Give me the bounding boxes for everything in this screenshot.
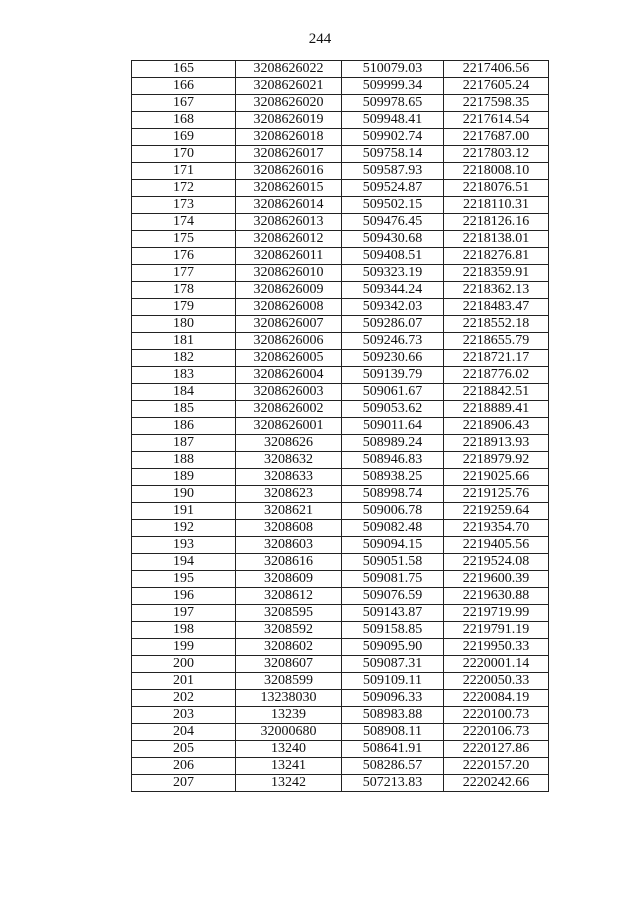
- y-coordinate-cell: 2220050.33: [444, 673, 549, 690]
- x-coordinate-cell: 509323.19: [342, 265, 444, 282]
- x-coordinate-cell: 509246.73: [342, 333, 444, 350]
- table-row: [132, 316, 549, 333]
- table-row: [132, 469, 549, 486]
- table-row: [132, 299, 549, 316]
- row-index-cell: 176: [132, 248, 236, 265]
- x-coordinate-cell: 509051.58: [342, 554, 444, 571]
- point-id-cell: 3208608: [236, 520, 342, 537]
- y-coordinate-cell: 2217605.24: [444, 78, 549, 95]
- row-index-cell: 185: [132, 401, 236, 418]
- x-coordinate-cell: 509094.15: [342, 537, 444, 554]
- row-index-cell: 165: [132, 61, 236, 78]
- point-id-cell: 3208626006: [236, 333, 342, 350]
- table-row: [132, 146, 549, 163]
- y-coordinate-cell: 2219950.33: [444, 639, 549, 656]
- row-index-cell: 195: [132, 571, 236, 588]
- row-index-cell: 168: [132, 112, 236, 129]
- point-id-cell: 3208626: [236, 435, 342, 452]
- y-coordinate-cell: 2218552.18: [444, 316, 549, 333]
- point-id-cell: 3208612: [236, 588, 342, 605]
- point-id-cell: 3208609: [236, 571, 342, 588]
- row-index-cell: 202: [132, 690, 236, 707]
- table-row: [132, 605, 549, 622]
- row-index-cell: 178: [132, 282, 236, 299]
- coordinates-table: [131, 60, 549, 792]
- x-coordinate-cell: 509999.34: [342, 78, 444, 95]
- table-row: [132, 214, 549, 231]
- x-coordinate-cell: 509408.51: [342, 248, 444, 265]
- x-coordinate-cell: 507213.83: [342, 775, 444, 792]
- x-coordinate-cell: 509158.85: [342, 622, 444, 639]
- y-coordinate-cell: 2217803.12: [444, 146, 549, 163]
- table-row: [132, 758, 549, 775]
- row-index-cell: 204: [132, 724, 236, 741]
- x-coordinate-cell: 509902.74: [342, 129, 444, 146]
- row-index-cell: 170: [132, 146, 236, 163]
- row-index-cell: 167: [132, 95, 236, 112]
- point-id-cell: 3208626005: [236, 350, 342, 367]
- x-coordinate-cell: 508286.57: [342, 758, 444, 775]
- x-coordinate-cell: 509758.14: [342, 146, 444, 163]
- table-row: [132, 486, 549, 503]
- x-coordinate-cell: 509109.11: [342, 673, 444, 690]
- point-id-cell: 3208626001: [236, 418, 342, 435]
- row-index-cell: 181: [132, 333, 236, 350]
- row-index-cell: 182: [132, 350, 236, 367]
- x-coordinate-cell: 509476.45: [342, 214, 444, 231]
- point-id-cell: 3208621: [236, 503, 342, 520]
- point-id-cell: 3208626009: [236, 282, 342, 299]
- table-row: [132, 418, 549, 435]
- table-row: [132, 265, 549, 282]
- row-index-cell: 207: [132, 775, 236, 792]
- point-id-cell: 3208592: [236, 622, 342, 639]
- y-coordinate-cell: 2218008.10: [444, 163, 549, 180]
- x-coordinate-cell: 509524.87: [342, 180, 444, 197]
- x-coordinate-cell: 508946.83: [342, 452, 444, 469]
- x-coordinate-cell: 509081.75: [342, 571, 444, 588]
- table-row: [132, 112, 549, 129]
- point-id-cell: 3208599: [236, 673, 342, 690]
- x-coordinate-cell: 509143.87: [342, 605, 444, 622]
- point-id-cell: 3208626002: [236, 401, 342, 418]
- point-id-cell: 3208626010: [236, 265, 342, 282]
- x-coordinate-cell: 509006.78: [342, 503, 444, 520]
- row-index-cell: 184: [132, 384, 236, 401]
- y-coordinate-cell: 2218359.91: [444, 265, 549, 282]
- x-coordinate-cell: 508998.74: [342, 486, 444, 503]
- point-id-cell: 3208602: [236, 639, 342, 656]
- y-coordinate-cell: 2220106.73: [444, 724, 549, 741]
- x-coordinate-cell: 508938.25: [342, 469, 444, 486]
- x-coordinate-cell: 508908.11: [342, 724, 444, 741]
- y-coordinate-cell: 2220242.66: [444, 775, 549, 792]
- table-row: [132, 520, 549, 537]
- table-row: [132, 775, 549, 792]
- y-coordinate-cell: 2218979.92: [444, 452, 549, 469]
- table-row: [132, 95, 549, 112]
- y-coordinate-cell: 2220001.14: [444, 656, 549, 673]
- table-row: [132, 724, 549, 741]
- table-row: [132, 571, 549, 588]
- y-coordinate-cell: 2218906.43: [444, 418, 549, 435]
- table-row: [132, 61, 549, 78]
- row-index-cell: 199: [132, 639, 236, 656]
- y-coordinate-cell: 2218362.13: [444, 282, 549, 299]
- point-id-cell: 3208595: [236, 605, 342, 622]
- x-coordinate-cell: 509076.59: [342, 588, 444, 605]
- point-id-cell: 3208633: [236, 469, 342, 486]
- x-coordinate-cell: 509978.65: [342, 95, 444, 112]
- point-id-cell: 3208626022: [236, 61, 342, 78]
- table-row: [132, 435, 549, 452]
- x-coordinate-cell: 509286.07: [342, 316, 444, 333]
- row-index-cell: 169: [132, 129, 236, 146]
- y-coordinate-cell: 2219405.56: [444, 537, 549, 554]
- x-coordinate-cell: 509139.79: [342, 367, 444, 384]
- row-index-cell: 188: [132, 452, 236, 469]
- row-index-cell: 183: [132, 367, 236, 384]
- table-row: [132, 741, 549, 758]
- point-id-cell: 3208626019: [236, 112, 342, 129]
- row-index-cell: 186: [132, 418, 236, 435]
- row-index-cell: 173: [132, 197, 236, 214]
- row-index-cell: 206: [132, 758, 236, 775]
- x-coordinate-cell: 508983.88: [342, 707, 444, 724]
- y-coordinate-cell: 2218483.47: [444, 299, 549, 316]
- y-coordinate-cell: 2219791.19: [444, 622, 549, 639]
- x-coordinate-cell: 509053.62: [342, 401, 444, 418]
- row-index-cell: 200: [132, 656, 236, 673]
- y-coordinate-cell: 2218889.41: [444, 401, 549, 418]
- row-index-cell: 177: [132, 265, 236, 282]
- point-id-cell: 3208626004: [236, 367, 342, 384]
- row-index-cell: 196: [132, 588, 236, 605]
- point-id-cell: 3208626003: [236, 384, 342, 401]
- y-coordinate-cell: 2219125.76: [444, 486, 549, 503]
- x-coordinate-cell: 509095.90: [342, 639, 444, 656]
- point-id-cell: 13239: [236, 707, 342, 724]
- y-coordinate-cell: 2218276.81: [444, 248, 549, 265]
- table-row: [132, 537, 549, 554]
- table-row: [132, 282, 549, 299]
- row-index-cell: 166: [132, 78, 236, 95]
- table-row: [132, 384, 549, 401]
- x-coordinate-cell: 508641.91: [342, 741, 444, 758]
- row-index-cell: 190: [132, 486, 236, 503]
- point-id-cell: 3208603: [236, 537, 342, 554]
- table-row: [132, 231, 549, 248]
- y-coordinate-cell: 2219719.99: [444, 605, 549, 622]
- x-coordinate-cell: 509344.24: [342, 282, 444, 299]
- x-coordinate-cell: 509342.03: [342, 299, 444, 316]
- row-index-cell: 179: [132, 299, 236, 316]
- y-coordinate-cell: 2220100.73: [444, 707, 549, 724]
- row-index-cell: 205: [132, 741, 236, 758]
- point-id-cell: 3208626014: [236, 197, 342, 214]
- table-row: [132, 163, 549, 180]
- y-coordinate-cell: 2218076.51: [444, 180, 549, 197]
- x-coordinate-cell: 509502.15: [342, 197, 444, 214]
- point-id-cell: 13238030: [236, 690, 342, 707]
- table-row: [132, 401, 549, 418]
- y-coordinate-cell: 2217406.56: [444, 61, 549, 78]
- y-coordinate-cell: 2217614.54: [444, 112, 549, 129]
- coordinates-table-body: [132, 61, 549, 792]
- page-number: 244: [308, 31, 332, 47]
- table-row: [132, 707, 549, 724]
- y-coordinate-cell: 2217687.00: [444, 129, 549, 146]
- x-coordinate-cell: 509082.48: [342, 520, 444, 537]
- y-coordinate-cell: 2219630.88: [444, 588, 549, 605]
- row-index-cell: 172: [132, 180, 236, 197]
- row-index-cell: 197: [132, 605, 236, 622]
- table-row: [132, 180, 549, 197]
- x-coordinate-cell: 509011.64: [342, 418, 444, 435]
- point-id-cell: 3208626016: [236, 163, 342, 180]
- y-coordinate-cell: 2218110.31: [444, 197, 549, 214]
- y-coordinate-cell: 2218721.17: [444, 350, 549, 367]
- table-row: [132, 554, 549, 571]
- point-id-cell: 3208626011: [236, 248, 342, 265]
- point-id-cell: 3208607: [236, 656, 342, 673]
- table-row: [132, 690, 549, 707]
- table-row: [132, 129, 549, 146]
- row-index-cell: 198: [132, 622, 236, 639]
- point-id-cell: 3208626012: [236, 231, 342, 248]
- row-index-cell: 193: [132, 537, 236, 554]
- x-coordinate-cell: 508989.24: [342, 435, 444, 452]
- y-coordinate-cell: 2217598.35: [444, 95, 549, 112]
- point-id-cell: 32000680: [236, 724, 342, 741]
- point-id-cell: 13242: [236, 775, 342, 792]
- point-id-cell: 3208626015: [236, 180, 342, 197]
- point-id-cell: 3208616: [236, 554, 342, 571]
- x-coordinate-cell: 509948.41: [342, 112, 444, 129]
- y-coordinate-cell: 2220127.86: [444, 741, 549, 758]
- y-coordinate-cell: 2218842.51: [444, 384, 549, 401]
- x-coordinate-cell: 509430.68: [342, 231, 444, 248]
- row-index-cell: 180: [132, 316, 236, 333]
- y-coordinate-cell: 2219524.08: [444, 554, 549, 571]
- x-coordinate-cell: 509087.31: [342, 656, 444, 673]
- row-index-cell: 194: [132, 554, 236, 571]
- row-index-cell: 189: [132, 469, 236, 486]
- x-coordinate-cell: 509587.93: [342, 163, 444, 180]
- row-index-cell: 175: [132, 231, 236, 248]
- y-coordinate-cell: 2219259.64: [444, 503, 549, 520]
- x-coordinate-cell: 509061.67: [342, 384, 444, 401]
- y-coordinate-cell: 2219025.66: [444, 469, 549, 486]
- y-coordinate-cell: 2219354.70: [444, 520, 549, 537]
- point-id-cell: 3208626021: [236, 78, 342, 95]
- x-coordinate-cell: 509230.66: [342, 350, 444, 367]
- table-row: [132, 639, 549, 656]
- table-row: [132, 673, 549, 690]
- table-row: [132, 367, 549, 384]
- table-row: [132, 333, 549, 350]
- y-coordinate-cell: 2218913.93: [444, 435, 549, 452]
- row-index-cell: 201: [132, 673, 236, 690]
- row-index-cell: 174: [132, 214, 236, 231]
- y-coordinate-cell: 2219600.39: [444, 571, 549, 588]
- point-id-cell: 3208626020: [236, 95, 342, 112]
- point-id-cell: 13240: [236, 741, 342, 758]
- y-coordinate-cell: 2218138.01: [444, 231, 549, 248]
- table-row: [132, 78, 549, 95]
- table-row: [132, 656, 549, 673]
- x-coordinate-cell: 509096.33: [342, 690, 444, 707]
- point-id-cell: 3208626018: [236, 129, 342, 146]
- y-coordinate-cell: 2218655.79: [444, 333, 549, 350]
- point-id-cell: 3208626007: [236, 316, 342, 333]
- y-coordinate-cell: 2220157.20: [444, 758, 549, 775]
- table-row: [132, 503, 549, 520]
- point-id-cell: 3208626017: [236, 146, 342, 163]
- row-index-cell: 203: [132, 707, 236, 724]
- point-id-cell: 3208626008: [236, 299, 342, 316]
- y-coordinate-cell: 2218126.16: [444, 214, 549, 231]
- point-id-cell: 3208626013: [236, 214, 342, 231]
- table-row: [132, 622, 549, 639]
- point-id-cell: 13241: [236, 758, 342, 775]
- table-row: [132, 350, 549, 367]
- y-coordinate-cell: 2218776.02: [444, 367, 549, 384]
- table-row: [132, 588, 549, 605]
- row-index-cell: 192: [132, 520, 236, 537]
- table-row: [132, 197, 549, 214]
- table-row: [132, 248, 549, 265]
- y-coordinate-cell: 2220084.19: [444, 690, 549, 707]
- point-id-cell: 3208632: [236, 452, 342, 469]
- point-id-cell: 3208623: [236, 486, 342, 503]
- table-row: [132, 452, 549, 469]
- x-coordinate-cell: 510079.03: [342, 61, 444, 78]
- row-index-cell: 191: [132, 503, 236, 520]
- row-index-cell: 171: [132, 163, 236, 180]
- row-index-cell: 187: [132, 435, 236, 452]
